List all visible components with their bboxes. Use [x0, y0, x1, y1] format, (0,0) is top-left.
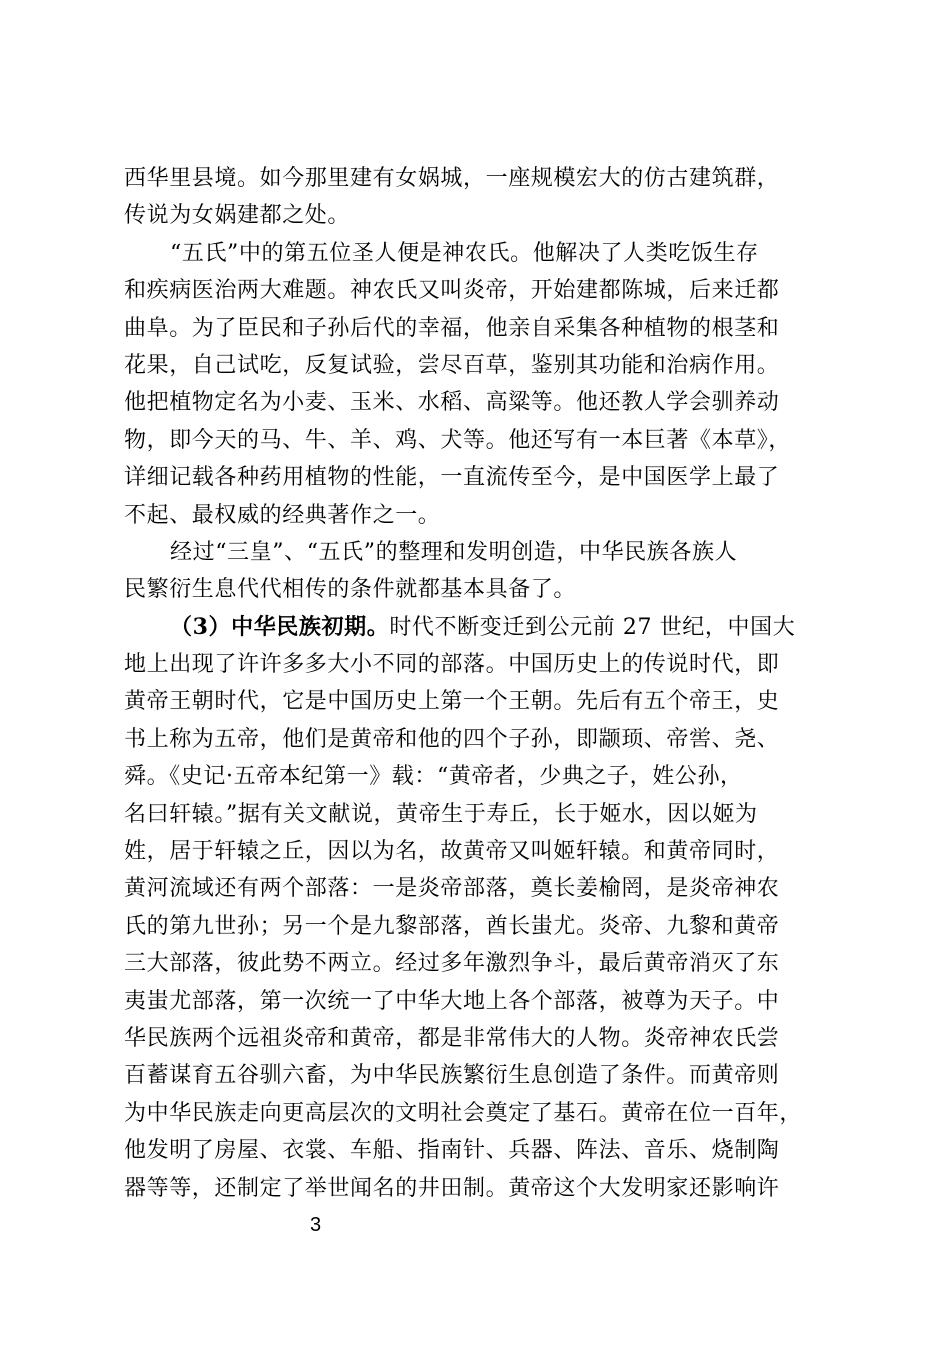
text-line: 西华里县境。如今那里建有女娲城，一座规模宏大的仿古建筑群， [124, 166, 780, 191]
text-line [124, 609, 838, 646]
heading-line-rest: 时代不断变迁到公元前 27 世纪，中国大 [389, 614, 796, 640]
paragraph-2 [124, 235, 838, 534]
text-line: 三大部落，彼此势不两立。经过多年激烈争斗，最后黄帝消灭了东 [124, 951, 780, 977]
text-line: 为中华民族走向更高层次的文明社会奠定了基石。黄帝在位一百年， [124, 1100, 803, 1126]
text-line: 不起、最权威的经典著作之一。 [124, 502, 441, 528]
text-line: 黄帝王朝时代，它是中国历史上第一个王朝。先后有五个帝王，史 [124, 689, 780, 715]
text-line: 花果，自己试吃，反复试验，尝尽百草，鉴别其功能和治病作用。 [124, 352, 780, 378]
text-line: 器等等，还制定了举世闻名的井田制。黄帝这个大发明家还影响许 [124, 1175, 780, 1201]
page-number: 3 [310, 1214, 322, 1236]
text-line: 姓，居于轩辕之丘，因以为名，故黄帝又叫姬轩辕。和黄帝同时， [124, 839, 780, 865]
text-line: 和疾病医治两大难题。神农氏又叫炎帝，开始建都陈城，后来迁都 [124, 278, 780, 304]
text-line: 经过“三皇”、“五氏”的整理和发明创造，中华民族各族人 [170, 539, 738, 565]
document-body [124, 160, 838, 1207]
text-line: 夷蚩尤部落，第一次统一了中华大地上各个部落，被尊为天子。中 [124, 988, 780, 1014]
text-line: 曲阜。为了臣民和子孙后代的幸福，他亲自采集各种植物的根茎和 [124, 315, 780, 341]
text-line: 百蓄谋育五谷驯六畜，为中华民族繁衍生息创造了条件。而黄帝则 [124, 1063, 780, 1089]
text-line: 他把植物定名为小麦、玉米、水稻、高粱等。他还教人学会驯养动 [124, 390, 780, 416]
text-line: 他发明了房屋、衣裳、车船、指南针、兵器、阵法、音乐、烧制陶 [124, 1138, 780, 1164]
paragraph-1 [124, 160, 838, 235]
paragraph-3 [124, 534, 838, 609]
text-line: 民繁衍生息代代相传的条件就都基本具备了。 [124, 577, 577, 603]
text-line: 物，即今天的马、牛、羊、鸡、犬等。他还写有一本巨著《本草》， [124, 427, 792, 453]
paragraph-4 [124, 609, 838, 1207]
text-line: 华民族两个远祖炎帝和黄帝，都是非常伟大的人物。炎帝神农氏尝 [124, 1025, 780, 1051]
text-line: 名曰轩辕。”据有关文献说，黄帝生于寿丘，长于姬水，因以姬为 [124, 801, 758, 827]
text-line: 舜。《史记·五帝本纪第一》载：“黄帝者，少典之子，姓公孙， [124, 764, 743, 790]
text-line: 黄河流域还有两个部落：一是炎帝部落，奠长姜榆罔，是炎帝神农 [124, 876, 780, 902]
text-line: 书上称为五帝，他们是黄帝和他的四个子孙，即颛顼、帝喾、尧、 [124, 726, 780, 752]
text-line: 氏的第九世孙；另一个是九黎部落，酋长蚩尤。炎帝、九黎和黄帝 [124, 913, 780, 939]
section-heading: （3）中华民族初期。 [170, 613, 390, 640]
text-line: 传说为女娲建都之处。 [124, 203, 351, 229]
text-line: 地上出现了许许多多大小不同的部落。中国历史上的传说时代，即 [124, 652, 780, 678]
text-line: “五氏”中的第五位圣人便是神农氏。他解决了人类吃饭生存 [170, 240, 759, 266]
text-line: 详细记载各种药用植物的性能，一直流传至今，是中国医学上最了 [124, 465, 780, 491]
